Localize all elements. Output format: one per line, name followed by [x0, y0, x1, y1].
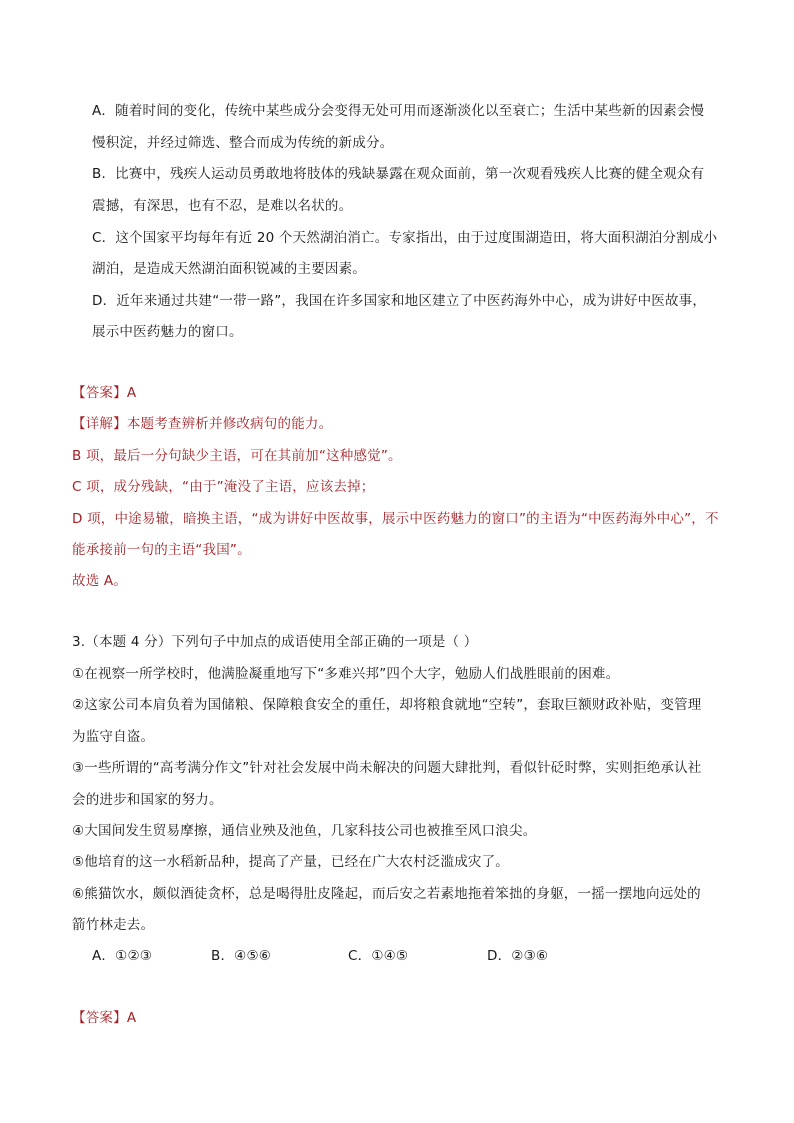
q3-choice-c: C．①④⑤	[348, 948, 409, 964]
q3-choice-d: D．②③⑥	[487, 948, 549, 964]
option-c-line-1: C．这个国家平均每年有近 20 个天然湖泊消亡。专家指出，由于过度围湖造田，将大面积湖泊分割成小	[92, 230, 718, 246]
q3-sentence-6-line-1: ⑥熊猫饮水，颇似酒徒贪杯，总是喝得肚皮隆起，而后安之若素地拖着笨拙的身躯，一摇一摆地向远处的	[72, 886, 701, 902]
q2-detail-conclusion: 故选 A。	[72, 573, 128, 589]
q3-sentence-2-line-2: 为监守自盗。	[72, 729, 155, 745]
q3-sentence-2-line-1: ②这家公司本肩负着为国储粮、保障粮食安全的重任，却将粮食就地“空转”，套取巨额财政补贴，变管理	[72, 697, 702, 713]
q3-sentence-4: ④大国间发生贸易摩擦，通信业殃及池鱼，几家科技公司也被推至风口浪尖。	[72, 823, 537, 839]
answer-label: 【答案】	[72, 1010, 127, 1026]
option-a-line-2: 慢积淀，并经过筛选、整合而成为传统的新成分。	[92, 135, 394, 151]
q3-stem: 3.（本题 4 分）下列句子中加点的成语使用全部正确的一项是（ ）	[72, 634, 478, 650]
option-b-line-1: B．比赛中，残疾人运动员勇敢地将肢体的残缺暴露在观众面前，第一次观看残疾人比赛的健全观众有	[92, 166, 705, 182]
option-d-line-2: 展示中医药魅力的窗口。	[92, 324, 243, 340]
q2-detail-intro	[72, 414, 332, 434]
answer-value: A	[126, 1010, 137, 1026]
option-c-line-2: 湖泊，是造成天然湖泊面积锐减的主要因素。	[92, 261, 366, 277]
q3-sentence-5: ⑤他培育的这一水稻新品种，提高了产量，已经在广大农村泛滥成灾了。	[72, 854, 510, 870]
q2-detail-d-line-2: 能承接前一句的主语“我国”。	[72, 542, 251, 558]
q3-sentence-1: ①在视察一所学校时，他满脸凝重地写下“多难兴邦”四个大字，勉励人们战胜眼前的困难。	[72, 666, 620, 682]
detail-intro-text: 本题考查辨析并修改病句的能力。	[126, 416, 333, 432]
answer-value: A	[126, 385, 137, 401]
option-a-line-1: A．随着时间的变化，传统中某些成分会变得无处可用而逐渐淡化以至衰亡；生活中某些新的因素会慢	[92, 103, 705, 119]
q3-sentence-3-line-1: ③一些所谓的“高考满分作文”针对社会发展中尚未解决的问题大肆批判，看似针砭时弊，实则拒绝承认社	[72, 760, 702, 776]
q2-detail-c: C 项，成分残缺，“由于”淹没了主语，应该去掉；	[72, 479, 375, 495]
option-b-line-2: 震撼，有深思，也有不忍，是难以名状的。	[92, 198, 353, 214]
q3-sentence-6-line-2: 箭竹林走去。	[72, 917, 155, 933]
q3-answer	[72, 1008, 136, 1028]
detail-label: 【详解】	[72, 416, 127, 432]
q3-sentence-3-line-2: 会的进步和国家的努力。	[72, 792, 223, 808]
q2-answer	[72, 383, 136, 403]
q3-choice-b: B．④⑤⑥	[211, 948, 272, 964]
q2-detail-d-line-1: D 项，中途易辙，暗换主语，“成为讲好中医故事，展示中医药魅力的窗口”的主语为“中医药海外中心”，不	[72, 511, 719, 527]
answer-label: 【答案】	[72, 385, 127, 401]
option-d-line-1: D．近年来通过共建“一带一路”，我国在许多国家和地区建立了中医药海外中心，成为讲好中医故事，	[92, 293, 707, 309]
q2-detail-b: B 项，最后一分句缺少主语，可在其前加“这种感觉”。	[72, 448, 402, 464]
q3-choice-a: A．①②③	[92, 948, 153, 964]
